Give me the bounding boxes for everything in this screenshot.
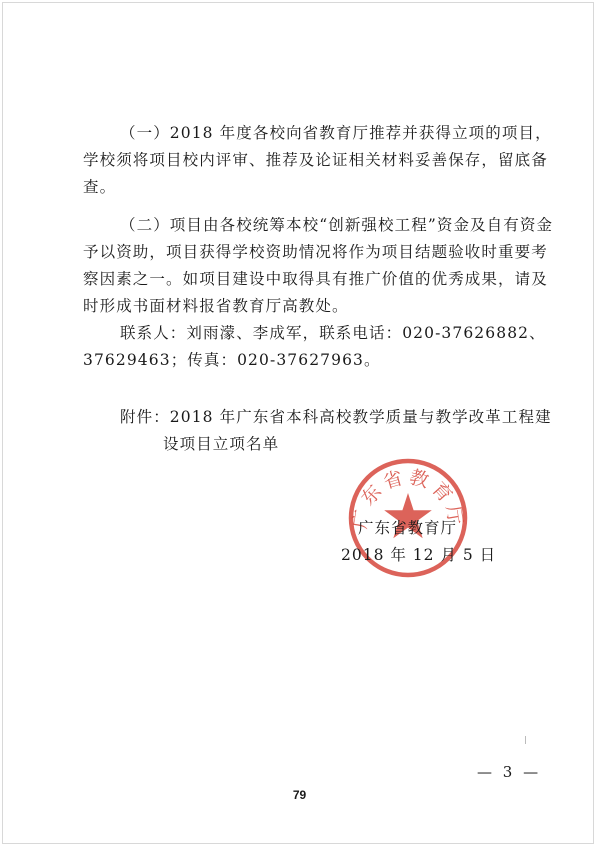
page-mark: — 3 — [477, 763, 542, 781]
scan-mark [525, 736, 526, 744]
contact-line-2: 37629463；传真：020-37627963。 [83, 351, 381, 369]
paragraph-1-line-2: 学校须将项目校内评审、推荐及论证相关材料妥善保存，留底备 [83, 151, 548, 169]
paragraph-1-line-3: 查。 [83, 178, 117, 196]
paragraph-2-line-1: （二）项目由各校统筹本校“创新强校工程”资金及自有资金 [120, 216, 554, 234]
document-page [2, 2, 594, 844]
issue-date: 2018 年 12 月 5 日 [341, 546, 497, 564]
paragraph-2-line-3: 察因素之一。如项目建设中取得具有推广价值的优秀成果，请及 [83, 270, 548, 288]
issuer-name: 广东省教育厅 [358, 519, 458, 537]
paragraph-2-line-4: 时形成书面材料报省教育厅高教处。 [83, 297, 349, 315]
contact-line-1: 联系人：刘雨濛、李成军，联系电话：020-37626882、 [120, 324, 546, 342]
attachment-line-1: 附件：2018 年广东省本科高校教学质量与教学改革工程建 [120, 408, 552, 426]
svg-text:广东省教育厅: 广东省教育厅 [348, 466, 468, 531]
paragraph-1-line-1: （一）2018 年度各校向省教育厅推荐并获得立项的项目， [120, 124, 552, 142]
page-number: 79 [292, 788, 307, 802]
paragraph-2-line-2: 予以资助，项目获得学校资助情况将作为项目结题验收时重要考 [83, 243, 548, 261]
attachment-line-2: 设项目立项名单 [163, 435, 280, 453]
